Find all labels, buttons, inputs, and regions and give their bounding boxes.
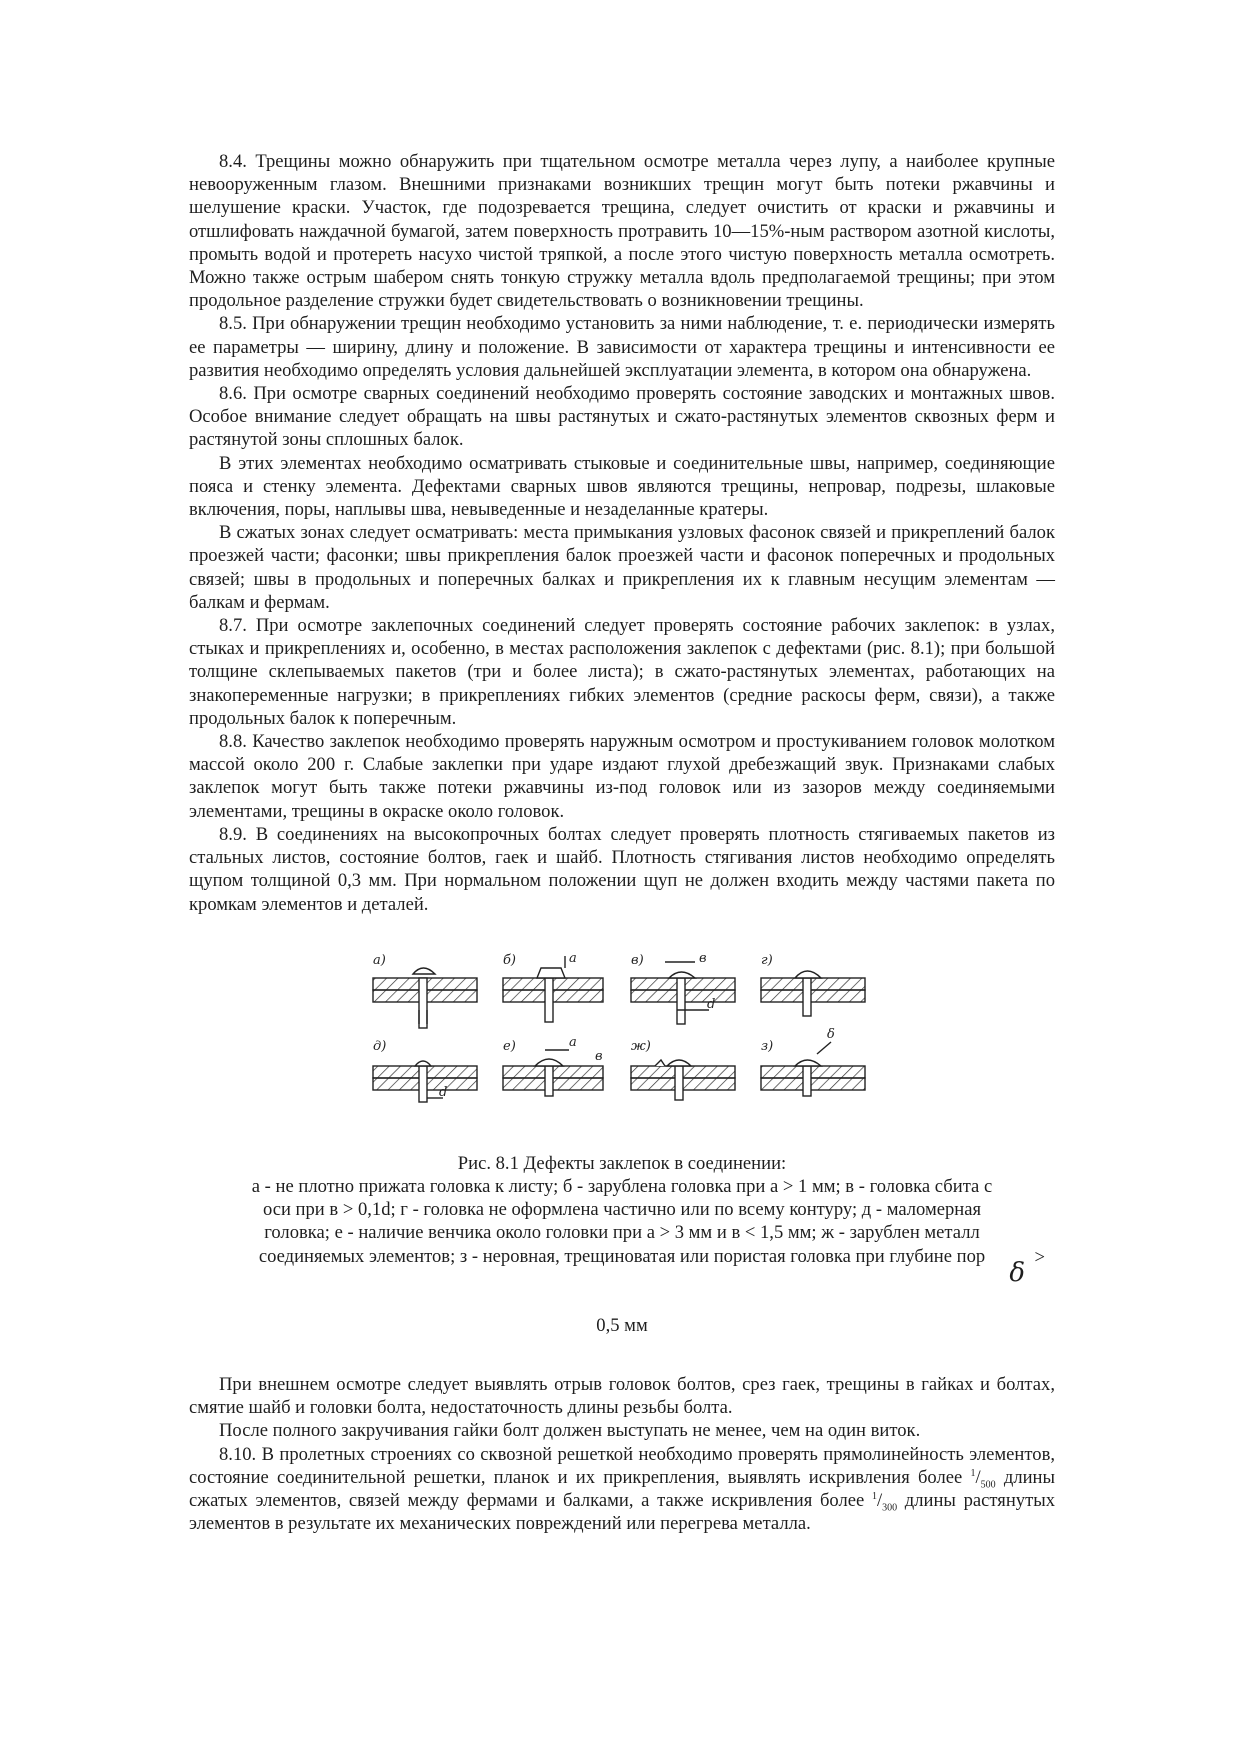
- document-page: [189, 150, 1055, 1535]
- panel-b: [503, 951, 603, 1022]
- p810-part-a: 8.10. В пролетных строениях со сквозной решеткой необходимо проверять прямолинейность элементов, состояние соединительной решетки, планок и их прикрепления, выявлять искривления более: [189, 1443, 1055, 1488]
- paragraph-bolt-protrusion: После полного закручивания гайки болт должен выступать не менее, чем на один виток.: [219, 1420, 921, 1442]
- paragraph-bolt-inspection: При внешнем осмотре следует выявлять отрыв головок болтов, срез гаек, трещины в гайках и болтах, смятие шайб и головки болта, недостаточность длины резьбы болта.: [189, 1373, 1055, 1419]
- paragraph-8-10: 8.10. В пролетных строениях со сквозной решеткой необходимо проверять прямолинейность элементов, состояние соединительной решетки, планок и их прикрепления, выявлять искривления более $^1/_{500}$ длины сжатых элементов, связей между фермами и балками, а также искривления более $^1/_{300}$ длины растянутых элементов в результате их механических повреждений или перегрева металла.: [189, 1443, 1056, 1535]
- fraction-2-denominator: 300: [882, 1502, 898, 1514]
- paragraph-8-6-compressed: В сжатых зонах следует осматривать: места примыкания узловых фасонок связей и прикреплений балок проезжей части; фасонки; швы прикрепления балок проезжей части и фасонок поперечных и продольных связей; швы в продольных и поперечных балках и прикрепления их к главным несущим элементам — балкам и фермам.: [189, 522, 1055, 613]
- dim-label-a: а: [569, 950, 577, 966]
- post-figure-text: [189, 1373, 1055, 1535]
- rivet-defects-drawing: [369, 950, 869, 1120]
- panel-label-zh: ж): [631, 1038, 651, 1054]
- caption-depth-value: 0,5 мм: [596, 1314, 648, 1336]
- dim-label-a-e: а: [569, 1034, 577, 1050]
- dim-label-delta: δ: [827, 1026, 835, 1042]
- panel-e: [503, 1035, 603, 1096]
- dim-label-v: в: [699, 950, 707, 966]
- paragraph-8-6-welds: В этих элементах необходимо осматривать стыковые и соединительные швы, например, соединяющие пояса и стенку элемента. Дефектами сварных швов являются трещины, непровар, подрезы, шлаковые включения, поры, наплывы шва, невыведенные и незаделанные кратеры.: [189, 452, 1055, 521]
- panel-d: [373, 1039, 477, 1102]
- panel-v: [631, 951, 735, 1024]
- dim-label-d-d: d: [439, 1084, 448, 1100]
- p810-part-c: длины растянутых элементов в результате их механических повреждений или перегрева металла.: [189, 1489, 1056, 1535]
- paragraph-8-7: 8.7. При осмотре заклепочных соединений следует проверять состояние рабочих заклепок: в узлах, стыках и прикреплениях и, особенно, в местах расположения заклепок с дефектами (рис. 8.1); при большой толщине склепываемых пакетов (три и более листа); в сжато-растянутых элементах, работающих на знакопеременные нагрузки; в прикреплениях гибких элементов (средние раскосы ферм, связи), а также продольных балок к поперечным.: [189, 615, 1055, 729]
- caption-line-1: а - не плотно прижата головка к листу; б - зарублена головка при а > 1 мм; в - головка сбита с: [251, 1175, 993, 1197]
- caption-delta-symbol: δ: [1009, 1257, 1025, 1288]
- dim-label-v-e: в: [595, 1048, 603, 1064]
- panel-label-g: г): [761, 952, 773, 968]
- panel-label-z: з): [761, 1038, 774, 1054]
- caption-line-2: оси при в > 0,1d; г - головка не оформлена частично или по всему контуру; д - маломерная: [262, 1199, 982, 1221]
- panel-a: [373, 953, 477, 1028]
- figure-caption: [189, 1152, 1055, 1268]
- panel-z: [761, 1027, 865, 1096]
- panel-label-v: в): [631, 952, 644, 968]
- fraction-2-numerator: 1: [871, 1490, 877, 1502]
- panel-label-d: д): [373, 1038, 387, 1054]
- paragraph-8-6: 8.6. При осмотре сварных соединений необходимо проверять состояние заводских и монтажных швов. Особое внимание следует обращать на швы растянутых и сжато-растянутых элементов сквозных ферм и растянутой зоны сплошных балок.: [189, 383, 1055, 451]
- panel-g: [761, 953, 865, 1016]
- caption-line-3: головка; е - наличие венчика около головки при а > 3 мм и в < 1,5 мм; ж - зарублен металл: [264, 1222, 980, 1244]
- panel-label-e: е): [503, 1038, 516, 1054]
- fraction-1-denominator: 500: [980, 1479, 996, 1491]
- caption-depth-value-wrap: [189, 1314, 1055, 1337]
- panel-zh: [631, 1039, 735, 1100]
- paragraph-8-8: 8.8. Качество заклепок необходимо проверять наружным осмотром и простукиванием головок молотком массой около 200 г. Слабые заклепки при ударе издают глухой дребезжащий звук. Признаками слабых заклепок могут быть также потеки ржавчины из-под головок или из зазоров между соединяемыми элементами, трещины в окраске около головок.: [189, 731, 1055, 822]
- p810-part-b: длины сжатых элементов, связей между фермами и балками, а также искривления более: [189, 1466, 1055, 1511]
- caption-gt-sign: >: [1034, 1246, 1045, 1268]
- caption-line-4: соединяемых элементов; з - неровная, трещиноватая или пористая головка при глубине пор: [258, 1245, 986, 1267]
- dim-label-d-v: d: [707, 996, 716, 1012]
- rivet-defects-figure: [189, 950, 1055, 1130]
- panel-label-a: а): [373, 952, 386, 968]
- paragraph-8-4: 8.4. Трещины можно обнаружить при тщательном осмотре металла через лупу, а наиболее крупные невооруженным глазом. Внешними признаками возникших трещин могут быть потеки ржавчины и шелушение краски. Участок, где подозревается трещина, следует очистить от краски и ржавчины и отшлифовать наждачной бумагой, затем поверхность протравить 10—15%-ным раствором азотной кислоты, промыть водой и протереть насухо чистой тряпкой, а после этого чистую поверхность металла осмотреть. Можно также острым шабером снять тонкую стружку металла вдоль предполагаемой трещины; при этом продольное разделение стружки будет свидетельствовать о возникновении трещины.: [189, 151, 1055, 312]
- fraction-1-numerator: 1: [970, 1467, 976, 1479]
- panel-label-b: б): [503, 952, 517, 968]
- paragraph-8-5: 8.5. При обнаружении трещин необходимо установить за ними наблюдение, т. е. периодически измерять ее параметры — ширину, длину и положение. В зависимости от характера трещины и интенсивности ее развития необходимо определять условия дальнейшей эксплуатации элемента, в котором она обнаружена.: [189, 313, 1055, 381]
- paragraph-8-9: 8.9. В соединениях на высокопрочных болтах следует проверять плотность стягиваемых пакетов из стальных листов, состояние болтов, гаек и шайб. Плотность стягивания листов необходимо определять щупом толщиной 0,3 мм. При нормальном положении щуп не должен входить между частями пакета по кромкам элементов и деталей.: [189, 823, 1055, 915]
- caption-title: Рис. 8.1 Дефекты заклепок в соединении:: [457, 1152, 787, 1174]
